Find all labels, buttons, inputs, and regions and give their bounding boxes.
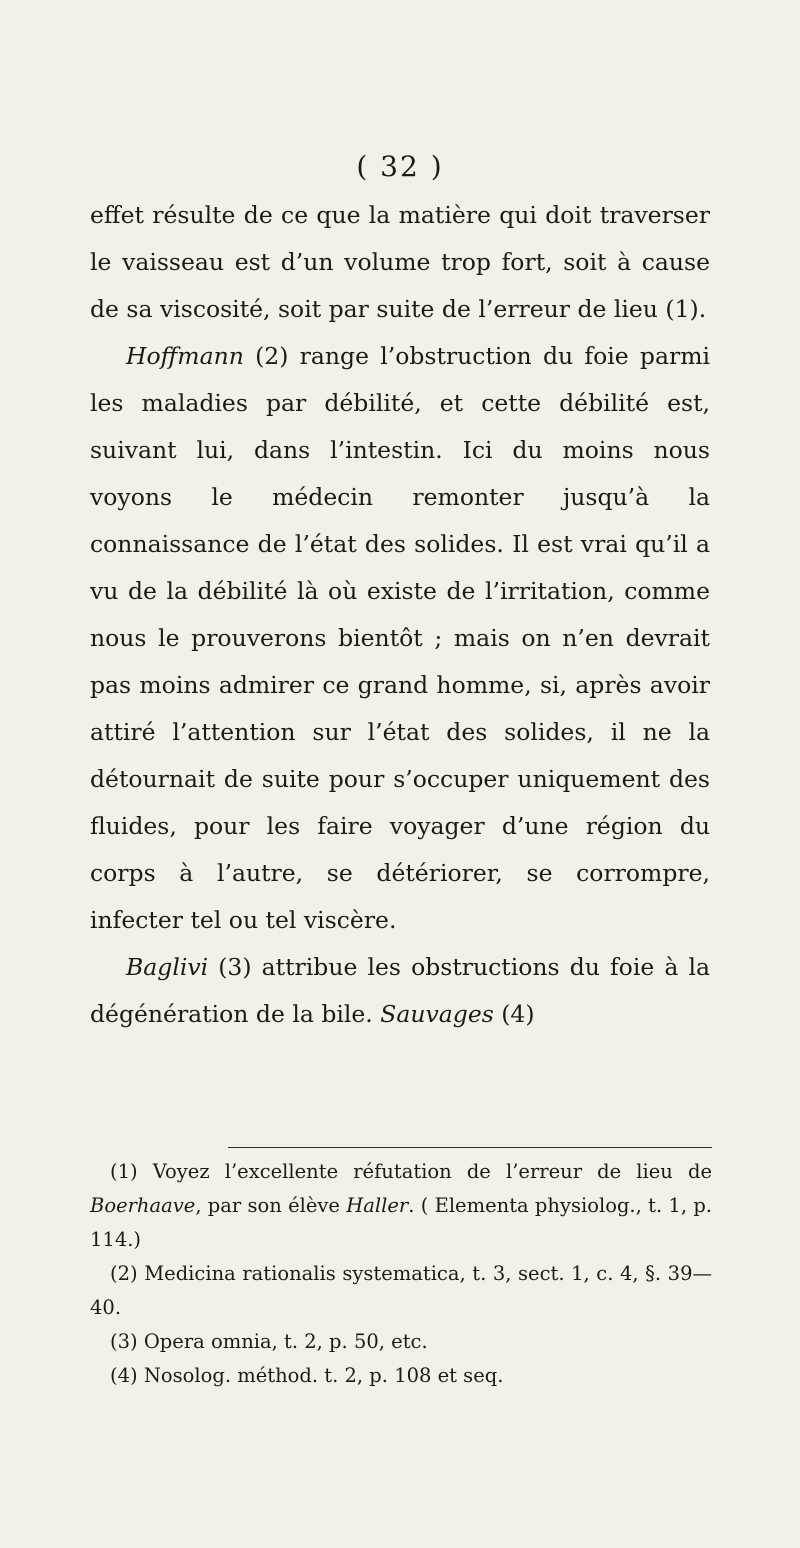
author-hoffmann: Hoffmann — [126, 342, 244, 370]
footnote-4: (4) Nosolog. méthod. t. 2, p. 108 et seq. — [110, 1364, 504, 1387]
paragraph-1-text: effet résulte de ce que la matière qui doit traverser le vaisseau est d’un volume trop fort, soit à cause de sa viscosité, soit par suite de l’erreur de lieu (1). — [90, 201, 710, 323]
paragraph-3-text: (3) attribue les obstructions du foie à la dégénération de la bile. — [90, 953, 710, 1028]
paragraph-1 — [90, 192, 710, 333]
paragraph-2 — [90, 333, 710, 944]
author-sauvages: Sauvages — [380, 1000, 494, 1028]
footnote-1 — [90, 1155, 712, 1257]
footnote-1-boerhaave: Boerhaave — [90, 1194, 196, 1217]
paragraph-2-text: (2) range l’obstruction du foie parmi les maladies par débilité, et cette débilité est, suivant lui, dans l’intestin. Ici du moins nous voyons le médecin remonter jusqu’à la connaissance de l’état des solides. Il est vrai qu’il a vu de la débilité là où existe de l’irritation, comme nous le prouverons bientôt ; mais on n’en devrait pas moins admirer ce grand homme, si, après avoir attiré l’attention sur l’état des solides, il ne la détournait de suite pour s’occuper uniquement des fluides, pour les faire voyager d’une région du corps à l’autre, se détériorer, se corrompre, infecter tel ou tel viscère. — [90, 342, 710, 934]
footnote-1-haller: Haller — [346, 1194, 409, 1217]
page-number: ( 32 ) — [356, 150, 444, 183]
footnote-divider — [228, 1147, 712, 1148]
paragraph-3 — [90, 944, 710, 1038]
paragraph-3-tail: (4) — [493, 1000, 535, 1028]
footnote-3: (3) Opera omnia, t. 2, p. 50, etc. — [110, 1330, 428, 1353]
footnote-2: (2) Medicina rationalis systematica, t. 3, sect. 1, c. 4, §. 39—40. — [90, 1262, 712, 1319]
author-baglivi: Baglivi — [126, 953, 209, 981]
footnote-1-part-b: , par son élève — [195, 1194, 347, 1217]
footnote-1-part-c: . ( Elementa physiolog., t. 1, p. 114.) — [90, 1194, 712, 1251]
main-text — [90, 192, 710, 1038]
footnotes — [90, 1155, 712, 1393]
footnote-1-part-a: (1) Voyez l’excellente réfutation de l’erreur de lieu de — [110, 1160, 712, 1183]
